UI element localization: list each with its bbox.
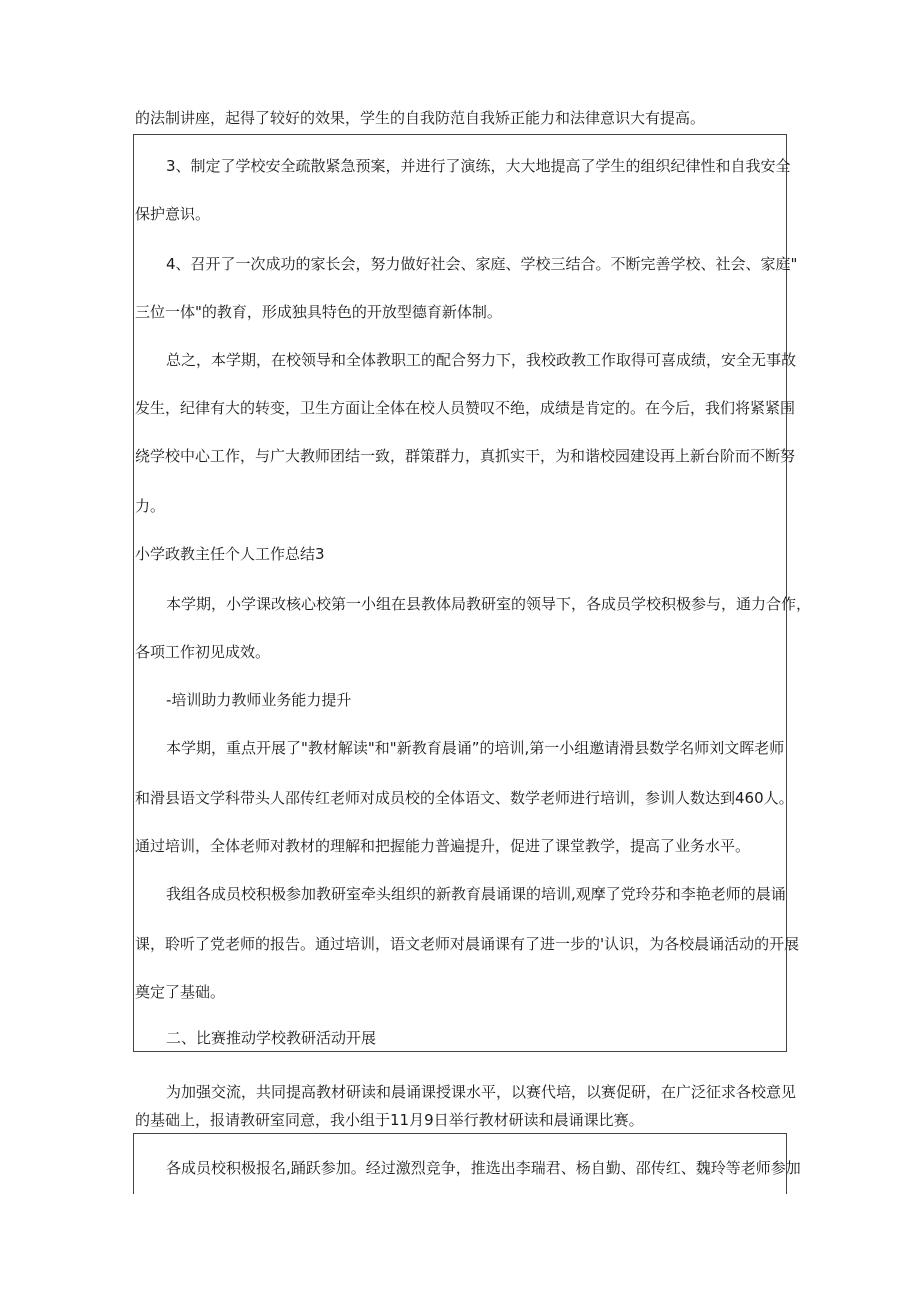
text-line: 奠定了基础。: [135, 983, 226, 1001]
training-paragraph: 本学期，重点开展了"教材解读"和"新教育晨诵”的培训,第一小组邀请滑县数学名师刘文晖老师: [166, 739, 785, 757]
paragraph-item-3: 3、制定了学校安全疏散紧急预案，并进行了演练，大大地提高了学生的组织纪律性和自我安全: [166, 157, 791, 175]
subheading-training: -培训助力教师业务能力提升: [166, 691, 352, 709]
text-line: 保护意识。: [135, 205, 211, 223]
subheading-competition: 二、比赛推动学校教研活动开展: [166, 1029, 377, 1047]
text-line: 三位一体"的教育，形成独具特色的开放型德育新体制。: [135, 303, 502, 321]
text-line: 的法制讲座，起得了较好的效果，学生的自我防范自我矫正能力和法律意识大有提高。: [135, 109, 706, 127]
text-line: 的基础上，报请教研室同意，我小组于11月9日举行教材研读和晨诵课比赛。: [135, 1111, 644, 1129]
text-line: 和滑县语文学科带头人邵传红老师对成员校的全体语文、数学老师进行培训，参训人数达到460人。: [135, 789, 794, 807]
text-line: 课，聆听了党老师的报告。通过培训，语文老师对晨诵课有了进一步的'认识，为各校晨诵活动的开展: [135, 935, 800, 953]
morning-reading-paragraph: 我组各成员校积极参加教研室牵头组织的新教育晨诵课的培训,观摩了党玲芬和李艳老师的晨诵: [166, 885, 786, 903]
summary-paragraph: 总之，本学期，在校领导和全体教职工的配合努力下，我校政教工作取得可喜成绩，安全无事故: [166, 351, 797, 369]
intro-paragraph: 本学期，小学课改核心校第一小组在县教体局教研室的领导下，各成员学校积极参与，通力合作，: [166, 595, 812, 613]
registration-paragraph: 各成员校积极报名,踊跃参加。经过激烈竞争，推选出李瑞君、杨自勤、邵传红、魏玲等老师参加: [166, 1159, 801, 1177]
text-line: 绕学校中心工作，与广大教师团结一致，群策群力，真抓实干，为和谐校园建设再上新台阶而不断努: [135, 447, 796, 465]
paragraph-item-4: 4、召开了一次成功的家长会，努力做好社会、家庭、学校三结合。不断完善学校、社会、家庭": [166, 255, 798, 273]
competition-paragraph: 为加强交流，共同提高教材研读和晨诵课授课水平，以赛代培，以赛促研，在广泛征求各校意见: [166, 1083, 797, 1101]
text-line: 力。: [135, 497, 166, 515]
section-title: 小学政教主任个人工作总结3: [135, 545, 325, 563]
text-line: 各项工作初见成效。: [135, 643, 271, 661]
text-line: 发生，纪律有大的转变，卫生方面让全体在校人员赞叹不绝，成绩是肯定的。在今后，我们将紧紧围: [135, 399, 796, 417]
text-line: 通过培训，全体老师对教材的理解和把握能力普遍提升，促进了课堂教学，提高了业务水平。: [135, 837, 751, 855]
